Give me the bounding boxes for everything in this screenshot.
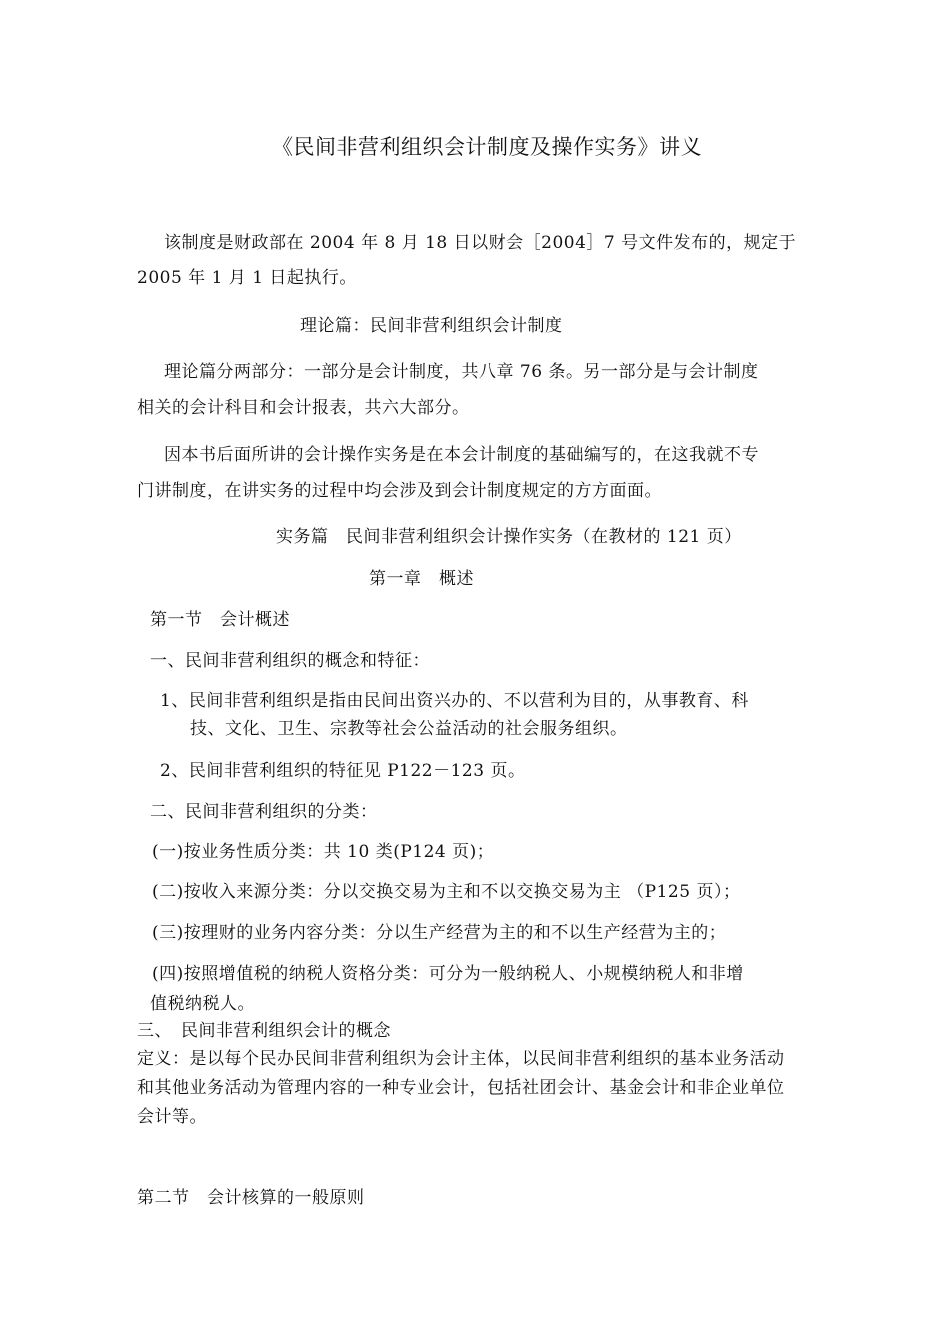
section-2-heading: 第二节 会计核算的一般原则 — [137, 1188, 365, 1208]
definition-line-1: 定义：是以每个民办民间非营利组织为会计主体，以民间非营利组织的基本业务活动 — [137, 1049, 785, 1069]
section-1-heading: 第一节 会计概述 — [150, 610, 290, 630]
class-4-line-2: 值税纳税人。 — [150, 994, 255, 1014]
item-1-line-2: 技、文化、卫生、宗教等社会公益活动的社会服务组织。 — [190, 719, 628, 739]
part-1-heading: 一、民间非营利组织的概念和特征： — [150, 651, 430, 671]
part-2-heading: 二、民间非营利组织的分类： — [150, 802, 378, 822]
class-1: (一)按业务性质分类：共 10 类(P124 页)； — [152, 842, 495, 862]
class-3: (三)按理财的业务内容分类：分以生产经营为主的和不以生产经营为主的； — [152, 923, 727, 943]
class-4-line-1: (四)按照增值税的纳税人资格分类：可分为一般纳税人、小规模纳税人和非增 — [152, 964, 744, 984]
item-1-line-1: 1、民间非营利组织是指由民间出资兴办的、不以营利为目的，从事教育、科 — [160, 691, 749, 711]
intro-line-2: 2005 年 1 月 1 日起执行。 — [137, 268, 357, 288]
theory-heading: 理论篇：民间非营利组织会计制度 — [300, 316, 563, 336]
part-3-heading: 三、 民间非营利组织会计的概念 — [137, 1021, 391, 1041]
chapter-heading: 第一章 概述 — [369, 569, 474, 589]
theory-para-line-2: 相关的会计科目和会计报表，共六大部分。 — [137, 398, 470, 418]
note-para-line-1: 因本书后面所讲的会计操作实务是在本会计制度的基础编写的，在这我就不专 — [164, 445, 759, 465]
item-2: 2、民间非营利组织的特征见 P122－123 页。 — [160, 761, 526, 781]
intro-line-1: 该制度是财政部在 2004 年 8 月 18 日以财会［2004］7 号文件发布的，规定于 — [164, 233, 797, 253]
note-para-line-2: 门讲制度，在讲实务的过程中均会涉及到会计制度规定的方方面面。 — [137, 481, 662, 501]
theory-para-line-1: 理论篇分两部分：一部分是会计制度，共八章 76 条。另一部分是与会计制度 — [164, 362, 759, 382]
class-2: (二)按收入来源分类：分以交换交易为主和不以交换交易为主 （P125 页）； — [152, 882, 741, 902]
definition-line-3: 会计等。 — [137, 1107, 207, 1127]
practice-heading: 实务篇 民间非营利组织会计操作实务（在教材的 121 页） — [276, 527, 742, 547]
definition-line-2: 和其他业务活动为管理内容的一种专业会计，包括社团会计、基金会计和非企业单位 — [137, 1078, 785, 1098]
document-title: 《民间非营利组织会计制度及操作实务》讲义 — [272, 135, 702, 159]
